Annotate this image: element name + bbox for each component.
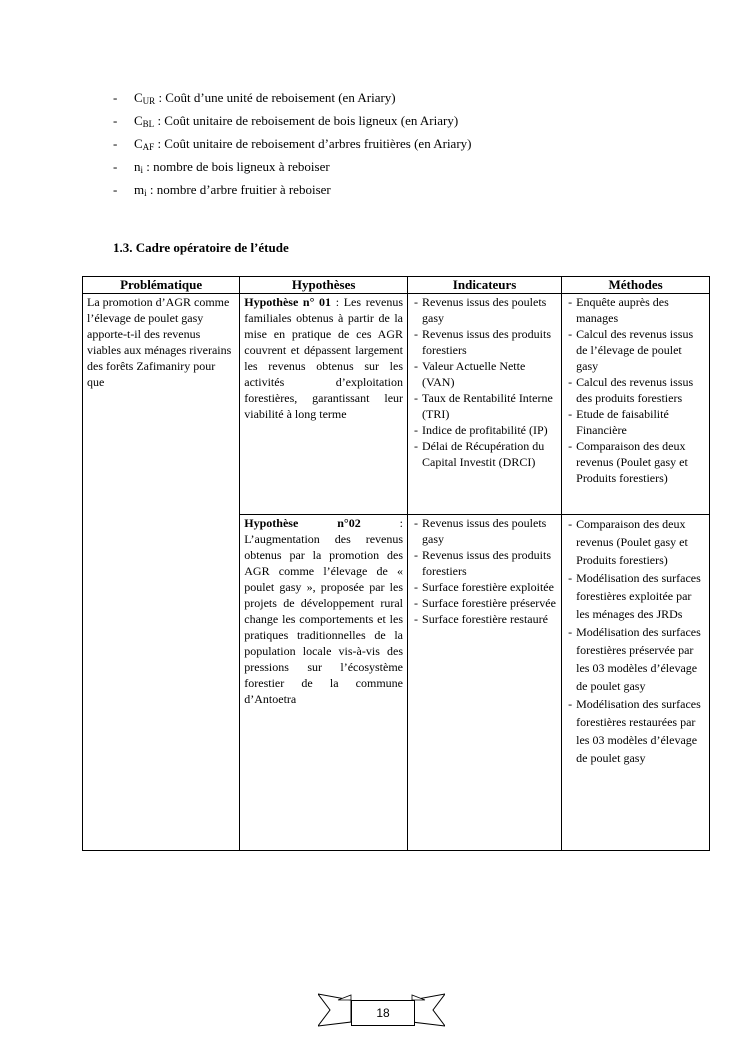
methods-1-list [566,294,705,486]
method-item: - Calcul des revenus issus de l’élevage de poulet gasy [566,326,705,374]
indicator-item: - Surface forestière restauré [412,611,557,627]
header-indicateurs: Indicateurs [408,277,562,294]
table-header-row [83,277,710,294]
definition-subscript: BL [142,119,155,129]
indicator-item: - Revenus issus des poulets gasy [412,515,557,547]
hypothesis-1-title: Hypothèse n° 01 [244,295,332,309]
definition-text: : Coût unitaire de reboisement d’arbres fruitières (en Ariary) [154,136,472,151]
indicator-item: - Revenus issus des produits forestiers [412,547,557,579]
definition-item [113,111,472,134]
method-item: - Etude de faisabilité Financière [566,406,705,438]
indicators-1-list [412,294,557,470]
hypothesis-2-title: Hypothèse n°02 [244,516,361,530]
indicator-item: - Valeur Actuelle Nette (VAN) [412,358,557,390]
header-hypotheses: Hypothèses [240,277,408,294]
header-problematique: Problématique [83,277,240,294]
page-number: 18 [351,1000,415,1026]
method-item: - Modélisation des surfaces forestières restaurées par les 03 modèles d’élevage de poulet gasy [566,695,705,767]
indicator-item: - Indice de profitabilité (IP) [412,422,557,438]
indicator-item: - Taux de Rentabilité Interne (TRI) [412,390,557,422]
indicator-item: - Surface forestière préservée [412,595,557,611]
method-item: - Comparaison des deux revenus (Poulet gasy et Produits forestiers) [566,515,705,569]
definitions-list [113,88,472,203]
definition-symbol: C [134,90,143,105]
definition-symbol: C [134,113,143,128]
method-item: - Modélisation des surfaces forestières préservée par les 03 modèles d’élevage de poulet gasy [566,623,705,695]
problematique-cell [83,294,240,851]
method-item: - Comparaison des deux revenus (Poulet gasy et Produits forestiers) [566,438,705,486]
hypothesis-2-text: : L’augmentation des revenus obtenus par la promotion des AGR comme l’élevage de « poulet gasy », proposée par les projets de développement rural change les comportements et les pratiques traditionnelles de la population locale vis-à-vis des pressions sur l’écosystème forestier de la commune d’Antoetra [244,516,404,706]
indicators-1-cell [408,294,562,515]
indicator-item: - Revenus issus des produits forestiers [412,326,557,358]
indicator-item: - Surface forestière exploitée [412,579,557,595]
hypothesis-2-cell [240,515,408,851]
definition-text: : nombre de bois ligneux à reboiser [143,159,330,174]
hypothesis-1-cell [240,294,408,515]
hypothesis-1-text: : Les revenus familiales obtenus à partir de la mise en pratique de ces AGR couvrent et dépassent largement les revenus obtenus sur les activités d’exploitation forestières, garantissant leur viabilité à long terme [244,295,404,421]
indicator-item: - Délai de Récupération du Capital Investit (DRCI) [412,438,557,470]
methods-2-cell [562,515,710,851]
definition-item [113,88,472,111]
definition-text: : nombre d’arbre fruitier à reboiser [146,182,331,197]
section-title: 1.3. Cadre opératoire de l’étude [113,240,289,255]
definition-item [113,157,472,180]
table-row [83,294,710,515]
operational-framework-table [82,276,710,851]
definition-subscript: i [140,165,144,175]
definition-text: : Coût d’une unité de reboisement (en Ariary) [155,90,396,105]
methods-1-cell [562,294,710,515]
definition-subscript: UR [142,96,156,106]
problematique-text: La promotion d’AGR comme l’élevage de poulet gasy apporte-t-il des revenus viables aux ménages riverains des forêts Zafimaniry pour que [87,295,232,389]
definition-text: : Coût unitaire de reboisement de bois ligneux (en Ariary) [154,113,459,128]
definition-item [113,134,472,157]
indicator-item: - Revenus issus des poulets gasy [412,294,557,326]
method-item: - Calcul des revenus issus des produits forestiers [566,374,705,406]
method-item: - Enquête auprès des manages [566,294,705,326]
indicators-2-cell [408,515,562,851]
definition-subscript: i [144,188,147,198]
definition-subscript: AF [142,142,155,152]
indicators-2-list [412,515,557,627]
header-methodes: Méthodes [562,277,710,294]
methods-2-list [566,515,705,767]
definition-symbol: C [134,136,143,151]
definition-symbol: n [134,159,141,174]
definition-symbol: m [134,182,145,197]
definition-item [113,180,472,203]
method-item: - Modélisation des surfaces forestières exploitée par les ménages des JRDs [566,569,705,623]
